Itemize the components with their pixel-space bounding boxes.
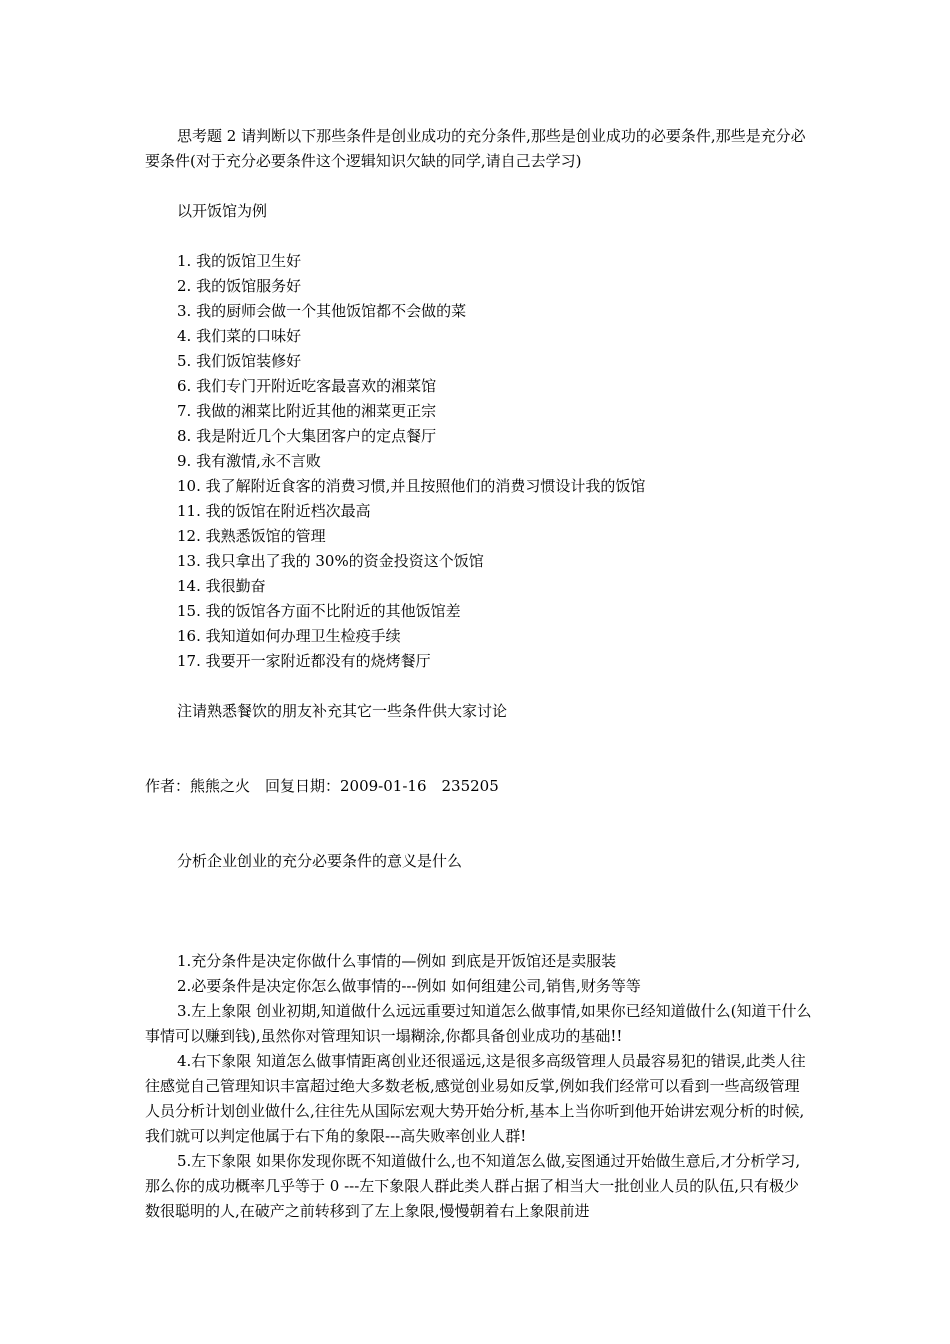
reply-paragraph: 5.左下象限 如果你发现你既不知道做什么,也不知道怎么做,妄图通过开始做生意后,才分析学习,那么你的成功概率几乎等于 0 ---左下象限人群此类人群占据了相当大一批创业人员的队伍,只有极少数很聪明的人,在破产之前转移到了左上象限,慢慢朝着右上象限前进 (145, 1152, 801, 1220)
list-item: 7. 我做的湘菜比附近其他的湘菜更正宗 (177, 402, 437, 420)
condition-list (145, 249, 813, 674)
spacer (145, 724, 813, 774)
list-item: 1. 我的饭馆卫生好 (177, 252, 302, 270)
reply-heading: 分析企业创业的充分必要条件的意义是什么 (177, 852, 463, 870)
reply-paragraph: 2.必要条件是决定你怎么做事情的---例如 如何组建公司,销售,财务等等 (177, 977, 641, 995)
discussion-note: 注请熟悉餐饮的朋友补充其它一些条件供大家讨论 (177, 702, 508, 720)
spacer (145, 674, 813, 699)
reply-meta: 作者：熊熊之火 回复日期：2009-01-16 235205 (145, 777, 499, 795)
list-item: 5. 我们饭馆装修好 (177, 352, 302, 370)
list-item: 10. 我了解附近食客的消费习惯,并且按照他们的消费习惯设计我的饭馆 (177, 477, 646, 495)
list-item: 6. 我们专门开附近吃客最喜欢的湘菜馆 (177, 377, 437, 395)
list-item: 2. 我的饭馆服务好 (177, 277, 302, 295)
list-item: 9. 我有激情,永不言败 (177, 452, 321, 470)
list-item: 3. 我的厨师会做一个其他饭馆都不会做的菜 (177, 302, 467, 320)
list-item: 12. 我熟悉饭馆的管理 (177, 527, 326, 545)
list-item: 13. 我只拿出了我的 30%的资金投资这个饭馆 (177, 552, 484, 570)
list-item: 15. 我的饭馆各方面不比附近的其他饭馆差 (177, 602, 461, 620)
list-item: 17. 我要开一家附近都没有的烧烤餐厅 (177, 652, 431, 670)
document-body (145, 124, 813, 1224)
reply-paragraph: 1.充分条件是决定你做什么事情的—例如 到底是开饭馆还是卖服装 (177, 952, 617, 970)
reply-paragraph: 4.右下象限 知道怎么做事情距离创业还很遥远,这是很多高级管理人员最容易犯的错误,此类人往往感觉自己管理知识丰富超过绝大多数老板,感觉创业易如反掌,例如我们经常可以看到一些高级管理人员分析计划创业做什么,往往先从国际宏观大势开始分析,基本上当你听到他开始讲宏观分析的时候,我们就可以判定他属于右下角的象限---高失败率创业人群! (145, 1052, 806, 1145)
list-item: 8. 我是附近几个大集团客户的定点餐厅 (177, 427, 437, 445)
example-heading: 以开饭馆为例 (177, 202, 268, 220)
list-item: 16. 我知道如何办理卫生检疫手续 (177, 627, 401, 645)
spacer (145, 174, 813, 199)
list-item: 4. 我们菜的口味好 (177, 327, 302, 345)
spacer (145, 224, 813, 249)
spacer (145, 799, 813, 849)
question-intro: 思考题 2 请判断以下那些条件是创业成功的充分条件,那些是创业成功的必要条件,那些是充分必要条件(对于充分必要条件这个逻辑知识欠缺的同学,请自己去学习) (145, 127, 806, 170)
list-item: 14. 我很勤奋 (177, 577, 266, 595)
list-item: 11. 我的饭馆在附近档次最高 (177, 502, 371, 520)
reply-paragraph: 3.左上象限 创业初期,知道做什么远远重要过知道怎么做事情,如果你已经知道做什么(知道干什么事情可以赚到钱),虽然你对管理知识一塌糊涂,你都具备创业成功的基础!! (145, 1002, 812, 1045)
spacer (145, 874, 813, 949)
